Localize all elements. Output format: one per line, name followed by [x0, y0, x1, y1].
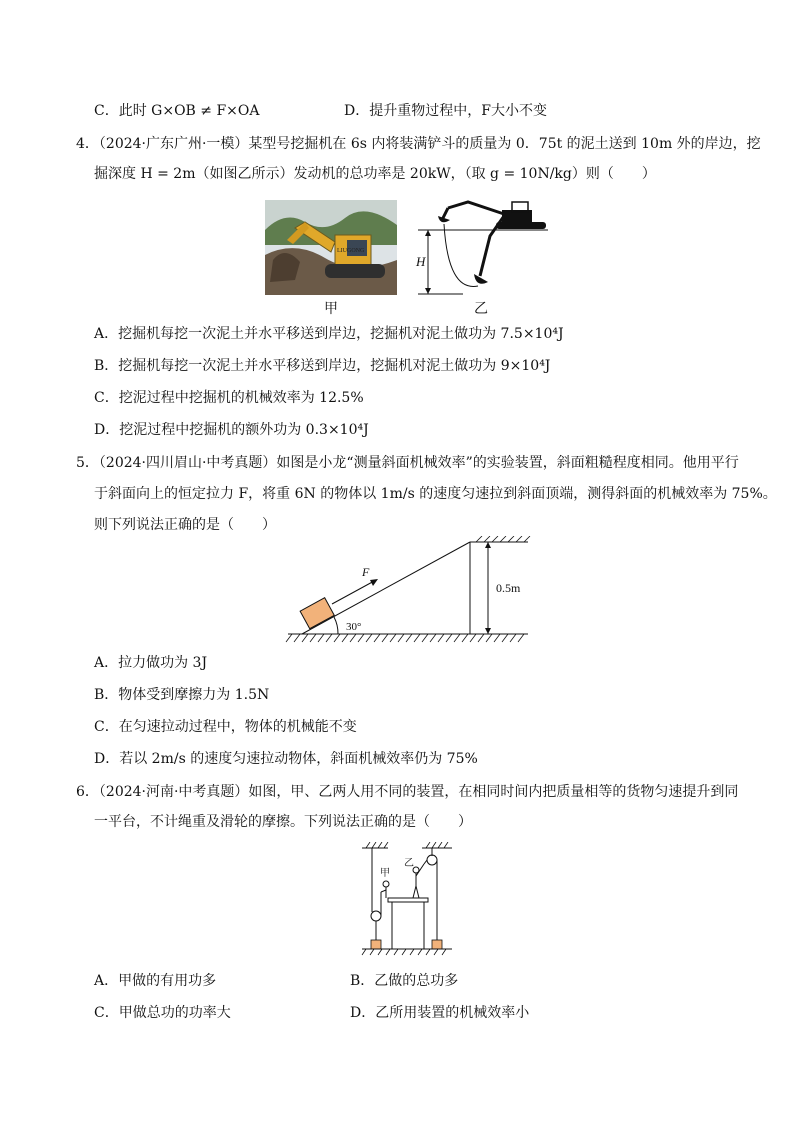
q3-option-c: C．此时 G×OB ≠ F×OA: [94, 103, 260, 119]
fig-angle-label: 30°: [346, 621, 362, 633]
q6-option-a: A．甲做的有用功多: [94, 973, 217, 989]
q5-option-d: D．若以 2m/s 的速度匀速拉动物体，斜面机械效率仍为 75%: [94, 751, 478, 767]
q4-stem-line2: 掘深度 H = 2m（如图乙所示）发动机的总功率是 20kW，（取 g = 10N/kg）则（ ）: [94, 166, 656, 182]
fig-label-H: H: [416, 254, 426, 269]
q6-stem-line1: 6．（2024·河南·中考真题）如图，甲、乙两人用不同的装置，在相同时间内把质量相等的货物匀速提升到同: [76, 784, 739, 800]
fig-F-label: F: [362, 565, 370, 579]
photo-brand-text: LIUGONG: [337, 248, 365, 254]
fig-label-yi: 乙: [474, 301, 488, 317]
excavator-photo: [265, 200, 397, 295]
q5-stem-line2: 于斜面向上的恒定拉力 F，将重 6N 的物体以 1m/s 的速度匀速拉到斜面顶端，测得斜面的机械效率为 75%。: [94, 486, 777, 502]
fig-label-jia: 甲: [324, 301, 338, 317]
fig-yi-label: 乙: [404, 858, 414, 869]
q5-option-a: A．拉力做功为 3J: [94, 655, 208, 671]
q5-stem-line3: 则下列说法正确的是（ ）: [94, 517, 276, 533]
incline-diagram: [284, 536, 532, 648]
q4-option-a: A．挖掘机每挖一次泥土并水平移送到岸边，挖掘机对泥土做功为 7.5×10⁴J: [94, 326, 564, 342]
q4-option-b: B．挖掘机每挖一次泥土并水平移送到岸边，挖掘机对泥土做功为 9×10⁴J: [94, 358, 551, 374]
fig-jia-label: 甲: [380, 868, 390, 879]
q6-stem-line2: 一平台，不计绳重及滑轮的摩擦。下列说法正确的是（ ）: [94, 814, 472, 830]
q6-option-b: B．乙做的总功多: [350, 973, 459, 989]
q4-stem-line1: 4．（2024·广东广州·一模）某型号挖掘机在 6s 内将装满铲斗的质量为 0．75t 的泥土送到 10m 外的岸边，挖: [76, 136, 761, 152]
q4-option-d: D．挖泥过程中挖掘机的额外功为 0.3×10⁴J: [94, 422, 369, 438]
pulley-diagram: [358, 842, 458, 962]
excavator-diagram: [408, 196, 558, 298]
q4-option-c: C．挖泥过程中挖掘机的机械效率为 12.5%: [94, 390, 364, 406]
q5-option-b: B．物体受到摩擦力为 1.5N: [94, 687, 270, 703]
fig-height-label: 0.5m: [496, 581, 521, 595]
q6-option-c: C．甲做总功的功率大: [94, 1005, 231, 1021]
q5-option-c: C．在匀速拉动过程中，物体的机械能不变: [94, 719, 357, 735]
q5-stem-line1: 5．（2024·四川眉山·中考真题）如图是小龙“测量斜面机械效率”的实验装置，斜面粗糙程度相同。他用平行: [76, 455, 739, 471]
q6-option-d: D．乙所用装置的机械效率小: [350, 1005, 530, 1021]
q3-option-d: D．提升重物过程中，F大小不变: [344, 103, 547, 119]
